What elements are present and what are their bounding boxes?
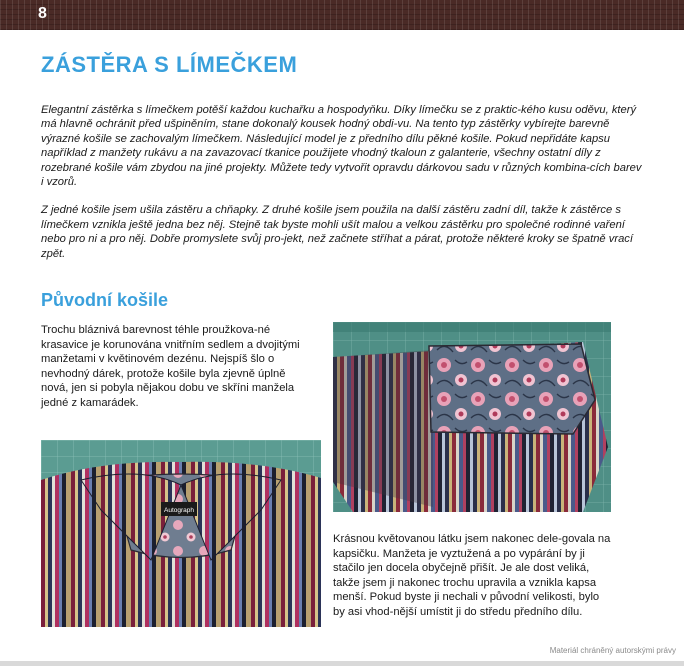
intro-paragraph: Elegantní zástěrka s límečkem potěší každou kuchařku a hospodyňku. Díky límečku se z praktic-kého kusu oděvu, který má hlavně ochránit před ušpiněním, stane dokonalý kousek hodný obdi-vu. Na tento typ zástěrky vybírejte barevně výrazné košile se zachovalým límečkem. Následující model je z předního dílu pěkné košile. Pokud nepřidáte kapsu například z manžety rukávu a na zavazovací tkanice použijete vhodný tkaloun z galanterie, všechny ostatní díly z rozebrané košile vám zbydou na jiné projekty. Můžete tedy vytvořit opravdu dárkovou sadu v různých kombina-cích barev i vzorů. xyxy=(41,104,642,189)
copyright-note: Materiál chráněný autorskými právy xyxy=(549,646,676,655)
shirt-description: Trochu bláznivá barevnost téhle proužkova-né krasavice je korunována vnitřním sedlem a dvojitými manžetami v květinovém dezénu. Nejspíš šlo o nevhodný dárek, protože košile byla zjevně úplně nová, jen si pobyla nějakou dobu ve skříni manžela jedné z kamarádek. xyxy=(41,324,300,409)
intro-paragraph: Z jedné košile jsem ušila zástěru a chňapky. Z druhé košile jsem použila na další zástěru zadní díl, takže k zástěrce s límečkem vznikla ještě jedna bez něj. Stejně tak byste mohli ušít malou a velkou zástěrku pro společné rodinné vaření nebo pro ni a pro něj. Dobře promyslete svůj pro-jekt, než začnete stříhat a párat, protože některé kroky se špatně vrací zpět. xyxy=(41,204,633,260)
page-title: ZÁSTĚRA S LÍMEČKEM xyxy=(41,52,298,77)
header-band xyxy=(0,0,684,30)
collar-label-text: Autograph xyxy=(164,507,194,514)
shirt-collar-illustration xyxy=(41,440,321,627)
photo-shirt-collar xyxy=(41,440,321,627)
cuff-pocket-illustration xyxy=(333,322,611,512)
bottom-divider xyxy=(0,661,684,666)
page-number: 8 xyxy=(38,5,47,22)
photo-cuff-pocket xyxy=(333,322,611,512)
section-heading: Původní košile xyxy=(41,290,169,310)
intro-text xyxy=(41,103,643,275)
pocket-description: Krásnou květovanou látku jsem nakonec dele-govala na kapsičku. Manžeta je vyztužená a po vypárání by ji stačilo jen docela obyčejně přišít. Je ale dost veliká, takže jsem ji nakonec trochu upravila a vznikla kapsa menší. Pokud byste ji nechali v původní velikosti, bylo by asi vhod-nější umístit ji do středu předního dílu. xyxy=(333,533,611,618)
